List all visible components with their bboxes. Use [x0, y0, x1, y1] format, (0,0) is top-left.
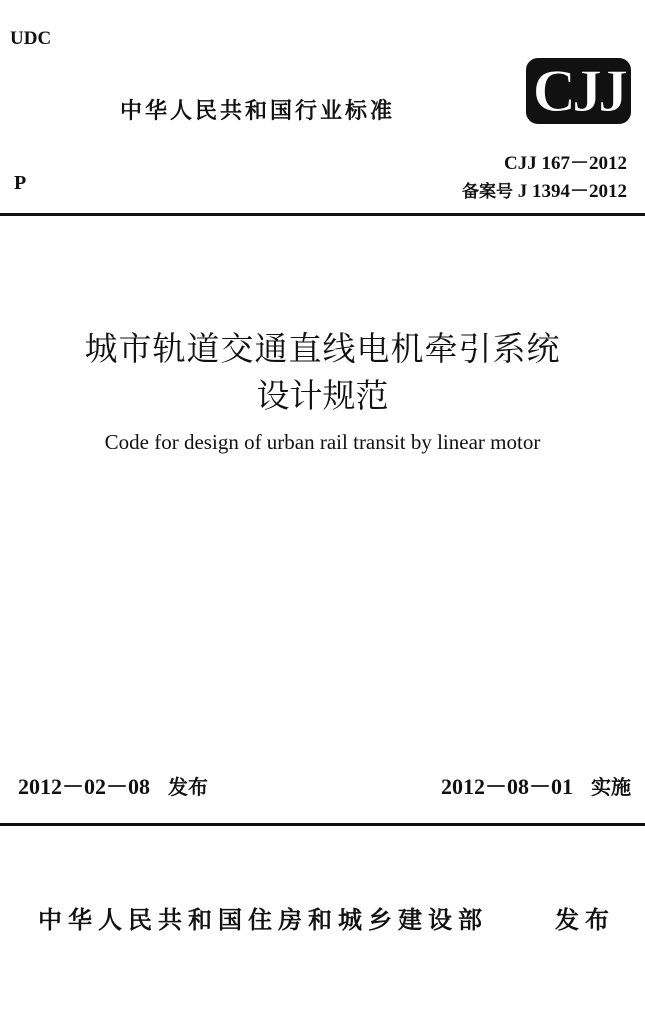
- issue-label: 发布: [168, 775, 209, 799]
- issue-date: 2012－02－08: [18, 774, 151, 799]
- issue-date-block: [18, 770, 208, 801]
- standard-code: CJJ 167－2012: [504, 153, 627, 174]
- implement-date-block: [441, 770, 631, 801]
- cjj-logo: CJJ: [529, 58, 631, 124]
- implement-date: 2012－08－01: [440, 774, 573, 799]
- title-line-2: 设计规范: [256, 376, 389, 415]
- english-title: Code for design of urban rail transit by linear motor: [104, 430, 541, 454]
- publish-label: 发布: [555, 906, 615, 934]
- record-number: [462, 176, 627, 203]
- record-prefix: 备案号: [461, 182, 513, 202]
- title-line-1: 城市轨道交通直线电机牵引系统: [84, 329, 561, 368]
- industry-standard-heading: 中华人民共和国行业标准: [120, 99, 396, 124]
- publisher-name: 中华人民共和国住房和城乡建设部: [38, 906, 488, 934]
- bottom-divider: [0, 823, 645, 826]
- udc-label: UDC: [10, 28, 52, 49]
- top-divider: [0, 213, 645, 216]
- record-value: J 1394－2012: [517, 181, 627, 202]
- implement-label: 实施: [591, 775, 631, 799]
- category-mark: P: [14, 172, 27, 194]
